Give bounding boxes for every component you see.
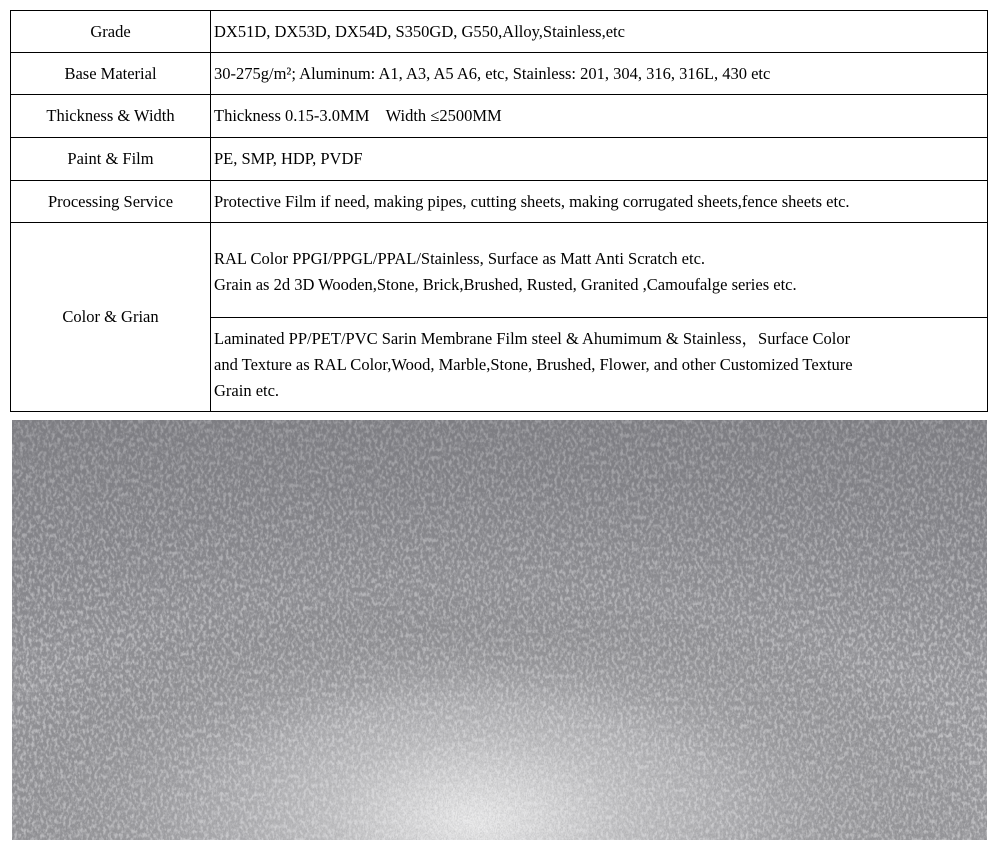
spec-table <box>10 10 988 412</box>
spec-row-thickness-width <box>11 95 988 138</box>
spec-value-line: Grain as 2d 3D Wooden,Stone, Brick,Brushed, Rusted, Granited ,Camoufalge series etc. <box>214 275 797 294</box>
spec-label: Base Material <box>11 53 211 95</box>
spec-row-base-material <box>11 53 988 95</box>
textured-metal-surface-photo <box>12 420 987 840</box>
spec-value: PE, SMP, HDP, PVDF <box>211 138 988 181</box>
spec-label: Grade <box>11 11 211 53</box>
texture-pattern <box>12 420 987 840</box>
spec-label: Color & Grian <box>11 223 211 412</box>
spec-row-processing-service <box>11 181 988 223</box>
spec-value: 30-275g/m²; Aluminum: A1, A3, A5 A6, etc, Stainless: 201, 304, 316, 316L, 430 etc <box>211 53 988 95</box>
spec-value-color-grain-2 <box>211 318 988 412</box>
spec-value-color-grain-1 <box>211 223 988 318</box>
spec-value-text: Thickness 0.15-3.0MM Width ≤2500MM <box>214 106 502 125</box>
spec-value-line: Laminated PP/PET/PVC Sarin Membrane Film steel & Ahumimum & Stainless，Surface Color <box>214 328 851 348</box>
spec-row-paint-film <box>11 138 988 181</box>
spec-value: DX51D, DX53D, DX54D, S350GD, G550,Alloy,Stainless,etc <box>211 11 988 53</box>
spec-label: Processing Service <box>11 181 211 223</box>
spec-value: Protective Film if need, making pipes, cutting sheets, making corrugated sheets,fence sheets etc. <box>211 181 988 223</box>
spec-value-line: and Texture as RAL Color,Wood, Marble,Stone, Brushed, Flower, and other Customized Texture <box>214 354 853 374</box>
spec-value <box>211 95 988 138</box>
spec-label: Paint & Film <box>11 138 211 181</box>
spec-label: Thickness & Width <box>11 95 211 138</box>
spec-value-line: Grain etc. <box>214 380 280 400</box>
spec-row-color-grain <box>11 223 988 318</box>
spec-row-grade <box>11 11 988 53</box>
spec-value-line: RAL Color PPGI/PPGL/PPAL/Stainless, Surface as Matt Anti Scratch etc. <box>214 249 706 268</box>
